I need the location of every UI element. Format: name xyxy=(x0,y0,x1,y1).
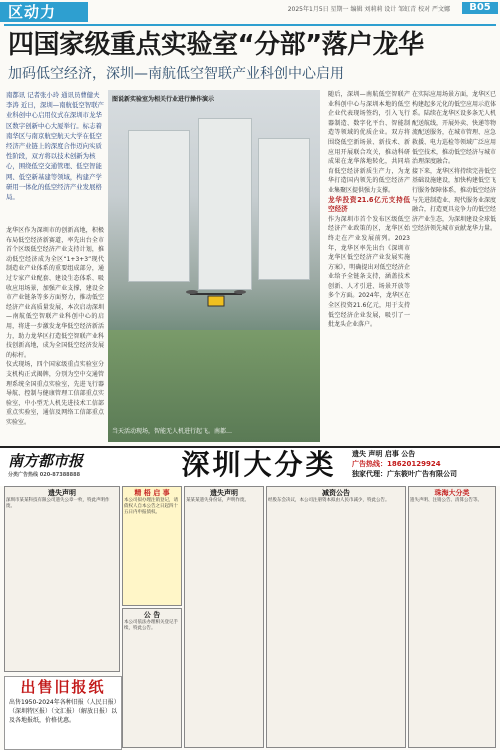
article-paragraph: 接下来，龙华区将持续完善低空基础设施建设，加快构建低空飞行服务保障体系，推动低空经济与先进制造业、现代服务业深度融合，打造更具竞争力的低空经济产业生态，为深圳建设全球低空经济领先城市贡献龙华力量。 xyxy=(412,167,496,233)
article-column-3 xyxy=(412,90,496,442)
article-paragraph: 随后，深圳—南航低空智联产业科创中心与深圳本地的低空企业代表现场签约，引入飞行器制造、数字化平台、智能制造等领域的优质企业。双方将围绕低空新场景、新技术、新应用开展联合攻关，推动科研成果在龙华落地转化，共同培育低空经济新质生产力，为龙华打造国内领先的低空经济产业集聚区提供强力支撑。 xyxy=(328,91,410,194)
header-rule xyxy=(4,24,496,26)
ad-cell-body: 本公司依法办理相关登记手续，特此公告。 xyxy=(124,620,178,631)
header-meta: 2025年1月5日 星期一 编辑 刘莉莉 设计 邹虹青 校对 严文娜 xyxy=(287,6,450,13)
classified-title: 深圳大分类 xyxy=(181,448,337,481)
big-ad-title: 出售旧报纸 xyxy=(20,678,106,696)
ad-cell-title: 公 告 xyxy=(143,611,161,619)
building-shape xyxy=(258,138,310,280)
section-tag: 区动力 xyxy=(0,2,88,22)
logo-text: 南方都市报 xyxy=(8,452,84,470)
subheadline: 加码低空经济，深圳—南航低空智联产业科创中心启用 xyxy=(8,66,344,82)
article-paragraph: 龙华区作为深圳市的创新高地，积极布局低空经济新赛道，率先出台全市首个区级低空经济产业支持计划，推动低空经济成为全区“1+3+3”现代制造业产业体系的重要组成部分，通过专家产业配套、建设生态体系、吸收应用场景，加强产业支撑，建设全市产业链条等多方面努力，推动低空经济产业高质量发展，本次启动深圳—南航低空智联产业科创中心的启用，将进一步激发龙华低空经济新活力，助力龙华区打造低空智联产业科技创新高地，成为全国低空经济发展的标杆。 xyxy=(6,227,104,359)
old-newspaper-ad xyxy=(4,676,122,750)
ad-cell-body: 本公司拟办理注销登记，请债权人自本公告之日起四十五日内申报债权。 xyxy=(124,498,178,515)
contact-agent: 独家代理：广东筱叶广告有限公司 xyxy=(352,470,457,478)
big-ad-body: 出售1950-2024年各种旧报（人民日报）（深圳特区报）（文汇报）（解放日报）以及各地报纸，价格优惠。 xyxy=(9,699,118,724)
logo-subtext: 分类广告热线 020-87388888 xyxy=(8,472,81,478)
ad-cell xyxy=(266,486,406,748)
ad-cell xyxy=(4,486,120,672)
page-number: B05 xyxy=(462,2,498,14)
ad-cell-title: 遗失声明 xyxy=(210,489,238,497)
building-shape xyxy=(198,118,252,290)
contact-line: 遗失 声明 启事 公告 xyxy=(352,450,416,458)
ad-cell-body: 某某某遗失身份证，声明作废。 xyxy=(186,498,249,503)
article-column-2 xyxy=(328,90,410,442)
contact-hotline: 广告热线：18620129924 xyxy=(352,460,441,468)
ad-cell xyxy=(184,486,264,748)
article-subtitle: 龙华投资21.6亿元支持低空经济 xyxy=(328,195,410,214)
classified-grid xyxy=(4,486,496,748)
news-photo xyxy=(108,90,320,442)
article-paragraph: 在实际应用场景方面，龙华区已构建起多元化的低空应用示范体系。陆续在龙华区设多条无人机配送航线，开展外卖、快递等物流配送服务，在城市管理、应急救援、电力巡检等领域广泛应用低空技术，推动低空经济与城市治理深度融合。 xyxy=(412,91,496,166)
article-paragraph: 作为深圳市首个发布区级低空经济产业政策的区，龙华区始终走在产业发展前列。2023年，龙华区率先出台《深圳市龙华区低空经济产业发展实施方案》，明确提出对低空经济企业给予全链条支持，涵盖技术创新、人才引进、场景开放等多个方面。2024年，龙华区在全区投资21.6亿元，用于支持低空经济企业发展，吸引了一批龙头企业落户。 xyxy=(328,215,410,329)
building-shape xyxy=(128,130,190,282)
lead-paragraph: 南都讯 记者张小玲 通讯员曹健夫 李涛 近日，深圳—南航低空智联产业科创中心启用仪式在深圳市龙华区数字创新中心大厦举行。标志着南华区与南京航空航天大学在低空经济产业链上的深度合作迈向实质性阶段，双方将以技术创新为核心，围绕低空交通管理、低空智能网、低空新基建等领域，构建产学研用一体化的低空经济产业发展格局。 xyxy=(6,91,104,202)
newspaper-logo xyxy=(8,450,108,480)
photo-caption: 当天活动现场，智能无人机进行起飞。南都… xyxy=(112,428,233,435)
ad-cell-body: 经股东会决议，本公司注册资本拟由人民币减少，特此公告。 xyxy=(268,498,390,503)
headline: 四国家级重点实验室“分部”落户龙华 xyxy=(8,30,424,60)
ad-cell-title: 珠海大分类 xyxy=(434,489,470,497)
ad-cell-title: 减资公告 xyxy=(322,489,350,497)
ad-cell xyxy=(122,608,182,748)
article-column-left xyxy=(6,226,104,442)
ad-cell-title: 精 梧 启 事 xyxy=(134,489,170,497)
article-paragraph: 仪式现场，四个国家级重点实验室分支机构正式揭牌，分别为空中交通管理系统全国重点实验室，先进飞行器导航、控制与健康管理工信部重点实验室，中小型无人机先进技术工信部重点实验室，通信及网络工信部重点实验室。 xyxy=(6,361,104,426)
ad-cell-body: 深圳市某某科技有限公司遗失公章一枚，特此声明作废。 xyxy=(6,498,110,509)
drone-icon xyxy=(186,286,246,316)
ad-cell xyxy=(122,486,182,606)
ad-cell-title: 遗失声明 xyxy=(48,489,76,497)
ad-cell xyxy=(408,486,496,748)
classified-contact xyxy=(352,449,498,479)
page-header xyxy=(0,0,500,26)
photo-caption-top: 图说新实验室为相关行业进行操作演示 xyxy=(112,96,215,103)
ad-cell-body: 遗失声明、注销公告、清算公告等。 xyxy=(410,498,482,503)
